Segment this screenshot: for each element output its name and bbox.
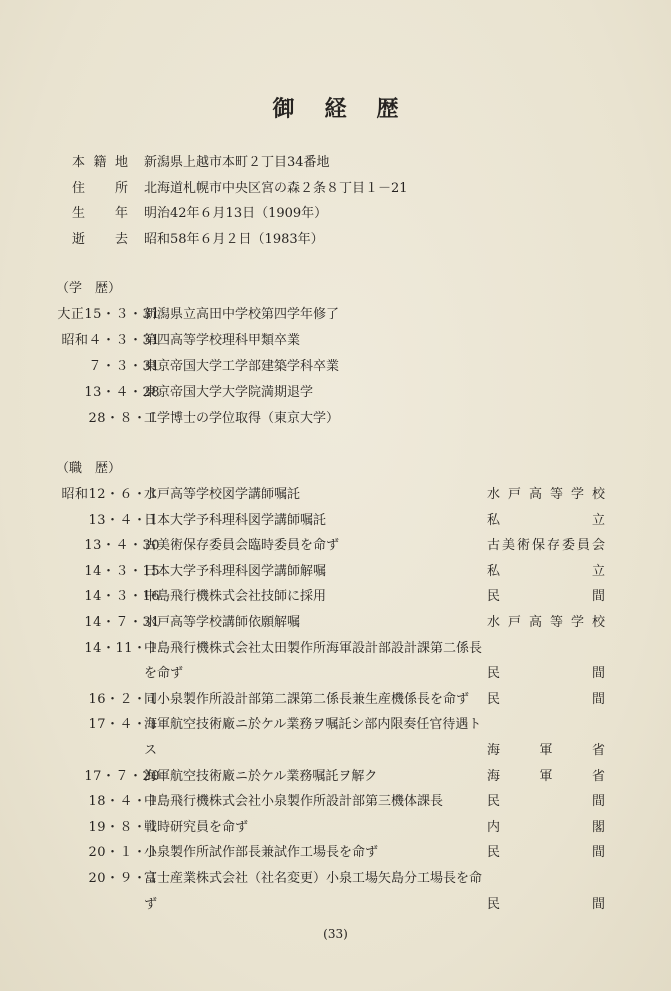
row-text: 水戸高等学校講師依願解嘱 <box>144 615 301 630</box>
bio-row <box>72 202 327 222</box>
row-date: 14・７・31 <box>84 615 160 630</box>
row-date: 昭和12・６・１ <box>61 487 160 502</box>
education-row <box>30 329 610 349</box>
career-row <box>30 713 610 733</box>
row-text: 工学博士の学位取得（東京大学） <box>144 411 340 426</box>
bio-row <box>72 228 324 248</box>
education-row <box>30 381 610 401</box>
row-text: 海軍航空技術廠ニ於ケル業務嘱託ヲ解ク <box>144 768 378 784</box>
career-row <box>30 841 610 861</box>
career-row <box>30 739 610 759</box>
row-date: 13・４・30 <box>84 538 160 554</box>
row-text: 水戸高等学校図学講師嘱託 <box>144 487 301 502</box>
row-date: 13・４・28 <box>84 385 160 400</box>
career-row <box>30 560 610 580</box>
row-date: 28・８・１ <box>88 411 160 426</box>
bio-label: 生年 <box>72 206 128 221</box>
row-text: 古美術保存委員会臨時委員を命ず <box>144 538 340 554</box>
bio-value: 明治42年６月13日（1909年） <box>144 206 328 221</box>
career-row <box>30 637 610 657</box>
career-row <box>30 585 610 605</box>
bio-label: 住所 <box>72 180 128 196</box>
row-text: ず <box>144 896 158 912</box>
row-text: 中島飛行機株式会社小泉製作所設計部第三機体課長 <box>144 794 444 810</box>
career-row <box>30 534 610 554</box>
row-date: 14・３・16 <box>84 589 160 605</box>
career-row <box>30 611 610 631</box>
row-date: 20・１・１ <box>88 845 160 861</box>
row-text: 中島飛行機株式会社技師に採用 <box>144 589 327 605</box>
row-text: 日本大学予科理科図学講師嘱託 <box>144 512 327 528</box>
row-text: 東京帝国大学大学院満期退学 <box>144 385 314 400</box>
career-row <box>30 790 610 810</box>
bio-value: 昭和58年６月２日（1983年） <box>144 231 324 247</box>
row-date: ７・３・31 <box>88 359 160 374</box>
row-org: 民間 <box>487 589 605 605</box>
career-row <box>30 816 610 836</box>
row-text: を命ず <box>144 666 184 682</box>
career-row <box>30 893 610 913</box>
career-row <box>30 765 610 785</box>
education-row <box>30 407 610 427</box>
row-org: 海軍省 <box>487 768 605 784</box>
row-org: 民間 <box>487 691 605 707</box>
row-date: 大正15・３・31 <box>57 307 160 322</box>
bio-label: 逝去 <box>72 231 128 247</box>
row-org: 水戸高等学校 <box>487 487 605 502</box>
row-org: 民間 <box>487 794 605 810</box>
row-org: 私立 <box>487 512 605 528</box>
row-org: 私立 <box>487 563 605 579</box>
row-org: 内閣 <box>487 819 605 835</box>
education-row <box>30 355 610 375</box>
page-number: (33) <box>323 927 348 941</box>
row-text: 中島飛行機株式会社太田製作所海軍設計部設計課第二係長 <box>144 640 483 656</box>
bio-value: 北海道札幌市中央区宮の森２条８丁目１－21 <box>144 180 408 196</box>
row-org: 海軍省 <box>487 743 605 758</box>
row-text: 富士産業株式会社（社名変更）小泉工場矢島分工場長を命 <box>144 871 483 886</box>
career-row <box>30 867 610 887</box>
career-row <box>30 509 610 529</box>
education-row <box>30 303 610 323</box>
row-org: 水戸高等学校 <box>487 615 605 630</box>
row-text: 戦時研究員を命ず <box>144 819 249 835</box>
career-row <box>30 483 610 503</box>
bio-row <box>72 177 408 197</box>
bio-value: 新潟県上越市本町２丁目34番地 <box>144 155 330 170</box>
row-text: 海軍航空技術廠ニ於ケル業務ヲ嘱託シ部内限奏任官待遇ト <box>144 717 482 733</box>
row-org: 古美術保存委員会 <box>487 538 605 554</box>
bio-label: 本籍地 <box>72 155 128 170</box>
bio-row <box>72 151 330 171</box>
row-date: 19・８・１ <box>88 819 160 835</box>
row-date: 16・２・１ <box>88 691 160 707</box>
page-title: 御経歴 <box>272 96 429 122</box>
row-date: 17・４・１ <box>88 717 160 733</box>
row-date: 18・４・１ <box>88 794 160 810</box>
row-date: 14・11・１ <box>84 640 160 656</box>
row-date: 13・４・１ <box>88 512 160 528</box>
row-text: 日本大学予科理科図学講師解嘱 <box>144 563 327 579</box>
row-text: 第四高等学校理科甲類卒業 <box>144 333 301 348</box>
row-text: ス <box>144 743 158 758</box>
career-row <box>30 662 610 682</box>
row-org: 民間 <box>487 896 605 912</box>
row-org: 民間 <box>487 666 605 682</box>
career-row <box>30 688 610 708</box>
row-text: 同小泉製作所設計部第二課第二係長兼生産機係長を命ず <box>144 691 470 707</box>
row-text: 小泉製作所試作部長兼試作工場長を命ず <box>144 845 379 861</box>
row-date: 20・９・１ <box>88 871 160 886</box>
row-date: 14・３・15 <box>84 563 160 579</box>
row-date: 17・７・20 <box>84 768 160 784</box>
career-heading: （職 歴） <box>56 461 122 476</box>
row-text: 東京帝国大学工学部建築学科卒業 <box>144 359 340 374</box>
row-date: 昭和４・３・31 <box>61 333 160 348</box>
row-text: 新潟県立高田中学校第四学年修了 <box>144 307 340 322</box>
education-heading: （学 歴） <box>56 281 122 296</box>
row-org: 民間 <box>487 845 605 861</box>
